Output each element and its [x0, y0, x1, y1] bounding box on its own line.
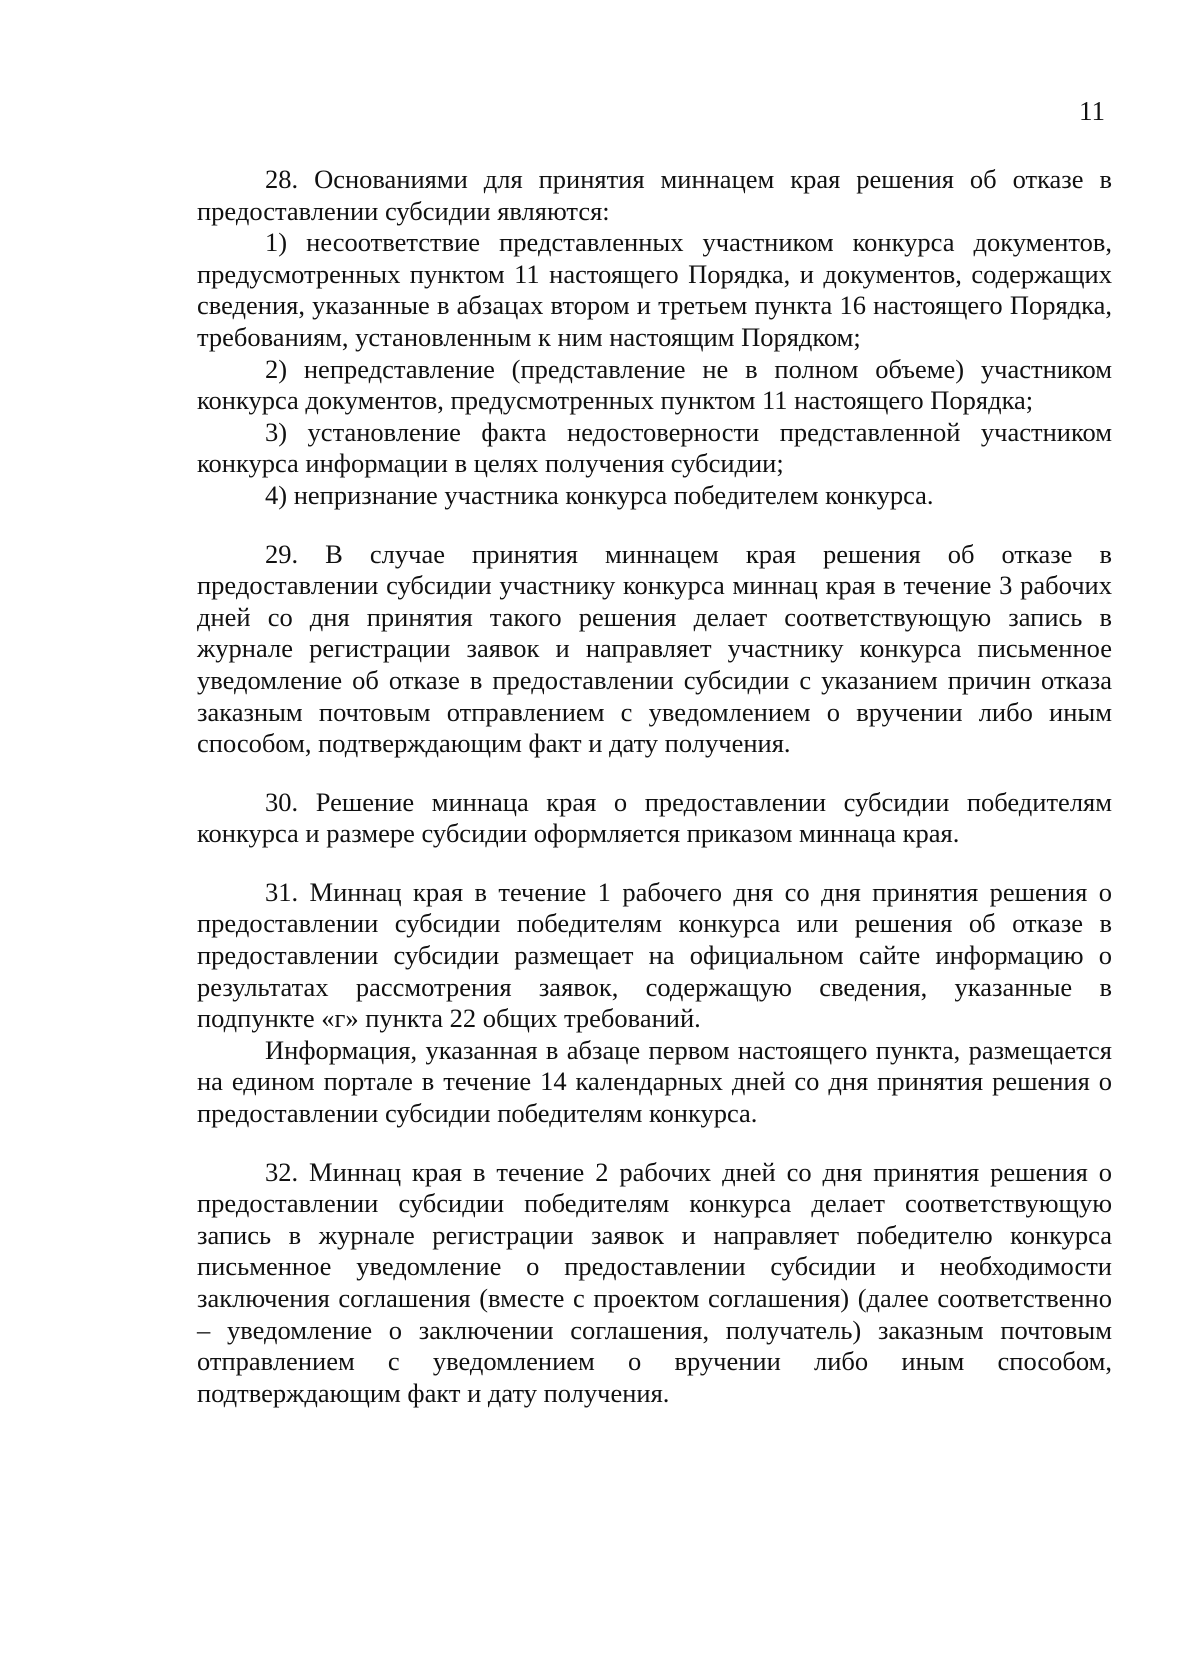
paragraph-28-item-2: 2) непредставление (представление не в полном объеме) участником конкурса документов, предусмотренных пунктом 11 настоящего Порядка; [197, 353, 1112, 416]
paragraph-29: 29. В случае принятия миннацем края решения об отказе в предоставлении субсидии участнику конкурса миннац края в течение 3 рабочих дней со дня принятия такого решения делает соответствующую запись в журнале регистрации заявок и направляет участнику конкурса письменное уведомление об отказе в предоставлении субсидии с указанием причин отказа заказным почтовым отправлением с уведомлением о вручении либо иным способом, подтверждающим факт и дату получения. [197, 538, 1112, 759]
paragraph-31: 31. Миннац края в течение 1 рабочего дня со дня принятия решения о предоставлении субсидии победителям конкурса или решения об отказе в предоставлении субсидии размещает на официальном сайте информацию о результатах рассмотрения заявок, содержащую сведения, указанные в подпункте «г» пункта 22 общих требований. [197, 876, 1112, 1034]
paragraph-28-item-1: 1) несоответствие представленных участником конкурса документов, предусмотренных пунктом 11 настоящего Порядка, и документов, содержащих сведения, указанные в абзацах втором и третьем пункта 16 настоящего Порядка, требованиям, установленным к ним настоящим Порядком; [197, 227, 1112, 352]
document-body [197, 164, 1112, 1409]
paragraph-30: 30. Решение миннаца края о предоставлении субсидии победителям конкурса и размере субсидии оформляется приказом миннаца края. [197, 786, 1112, 849]
page-number: 11 [1079, 96, 1105, 126]
paragraph-28: 28. Основаниями для принятия миннацем края решения об отказе в предоставлении субсидии являются: [197, 164, 1112, 226]
paragraph-28-item-4: 4) непризнание участника конкурса победителем конкурса. [265, 479, 934, 510]
paragraph-28-item-3: 3) установление факта недостоверности представленной участником конкурса информации в целях получения субсидии; [197, 416, 1112, 479]
paragraph-31-second: Информация, указанная в абзаце первом настоящего пункта, размещается на едином портале в течение 14 календарных дней со дня принятия решения о предоставлении субсидии победителям конкурса. [197, 1034, 1112, 1129]
paragraph-32: 32. Миннац края в течение 2 рабочих дней со дня принятия решения о предоставлении субсидии победителям конкурса делает соответствующую запись в журнале регистрации заявок и направляет победителю конкурса письменное уведомление о предоставлении субсидии и необходимости заключения соглашения (вместе с проектом соглашения) (далее соответственно – уведомление о заключении соглашения, получатель) заказным почтовым отправлением с уведомлением о вручении либо иным способом, подтверждающим факт и дату получения. [197, 1156, 1112, 1408]
